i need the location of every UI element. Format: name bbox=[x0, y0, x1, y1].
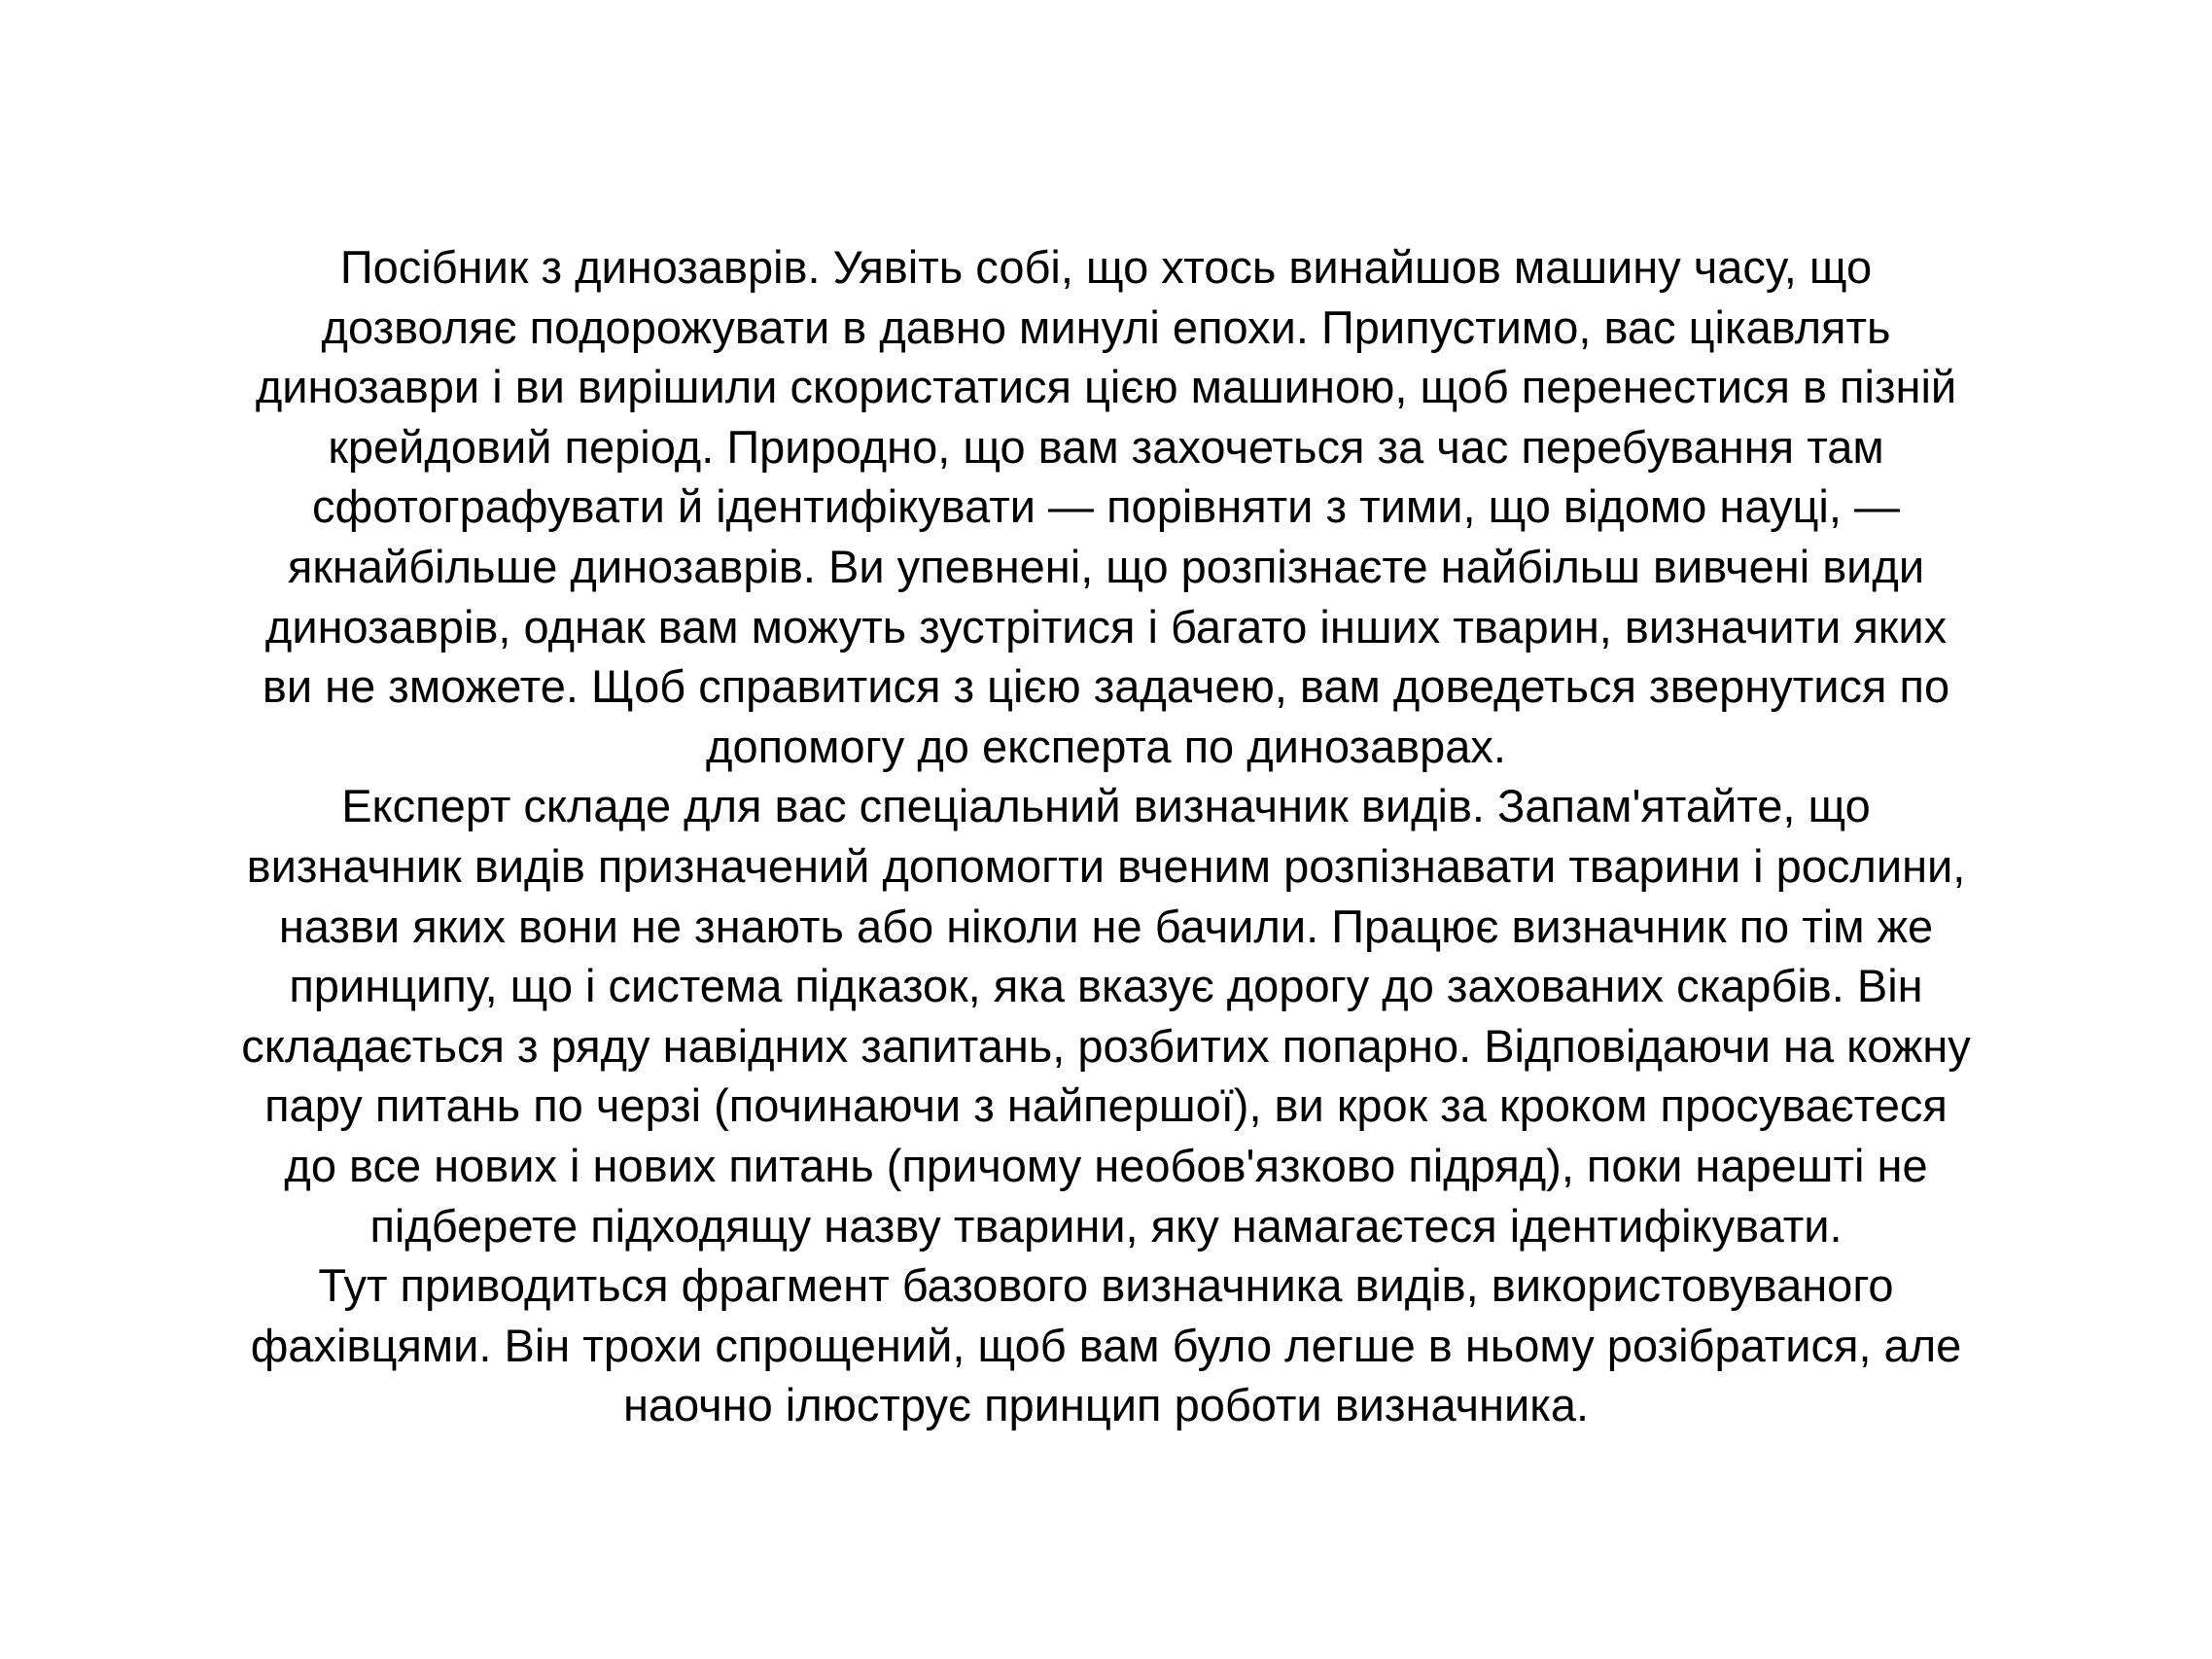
text-line: допомогу до експерта по динозаврах. bbox=[706, 720, 1506, 772]
text-line: фахівцями. Він трохи спрощений, щоб вам було легше в ньому розібратися, але bbox=[250, 1319, 1962, 1371]
text-line: сфотографувати й ідентифікувати — порівняти з тими, що відомо науці, — bbox=[312, 480, 1900, 533]
text-line: назви яких вони не знають або ніколи не бачили. Працює визначник по тім же bbox=[278, 900, 1934, 952]
text-line: наочно ілюструє принцип роботи визначника. bbox=[622, 1379, 1590, 1431]
text-line: дозволяє подорожувати в давно минулі епохи. Припустимо, вас цікавлять bbox=[321, 300, 1891, 353]
text-line: до все нових і нових питань (причому необов'язково підряд), поки нарешті не bbox=[284, 1139, 1928, 1191]
text-line: якнайбільше динозаврів. Ви упевнені, що розпізнаєте найбільш вивчені види bbox=[287, 540, 1925, 592]
text-line: Експерт складе для вас спеціальний визначник видів. Запам'ятайте, що bbox=[341, 780, 1871, 832]
text-line: визначник видів призначений допомогти вченим розпізнавати тварини і рослини, bbox=[246, 839, 1966, 892]
text-line: складається з ряду навідних запитань, розбитих попарно. Відповідаючи на кожну bbox=[241, 1019, 1971, 1072]
text-line: принципу, що і система підказок, яка вказує дорогу до захованих скарбів. Він bbox=[289, 960, 1923, 1012]
text-line: пару питань по черзі (починаючи з найпершої), ви крок за кроком просуваєтеся bbox=[264, 1079, 1948, 1132]
text-line: динозаврів, однак вам можуть зустрітися і багато інших тварин, визначити яких bbox=[264, 600, 1948, 653]
text-line: крейдовий період. Природно, що вам захочеться за час перебування там bbox=[328, 420, 1884, 473]
text-line: Тут приводиться фрагмент базового визначника видів, використовуваного bbox=[318, 1259, 1894, 1312]
text-line: Посібник з динозаврів. Уявіть собі, що хтось винайшов машину часу, що bbox=[339, 241, 1873, 293]
text-line: ви не зможете. Щоб справитися з цією задачею, вам доведеться звернутися по bbox=[262, 660, 1950, 713]
text-line: підберете підходящу назву тварини, яку намагаєтеся ідентифікувати. bbox=[369, 1199, 1843, 1252]
text-line: динозаври і ви вирішили скористатися цією машиною, щоб перенестися в пізній bbox=[255, 361, 1957, 413]
body-text bbox=[117, 237, 2095, 1435]
